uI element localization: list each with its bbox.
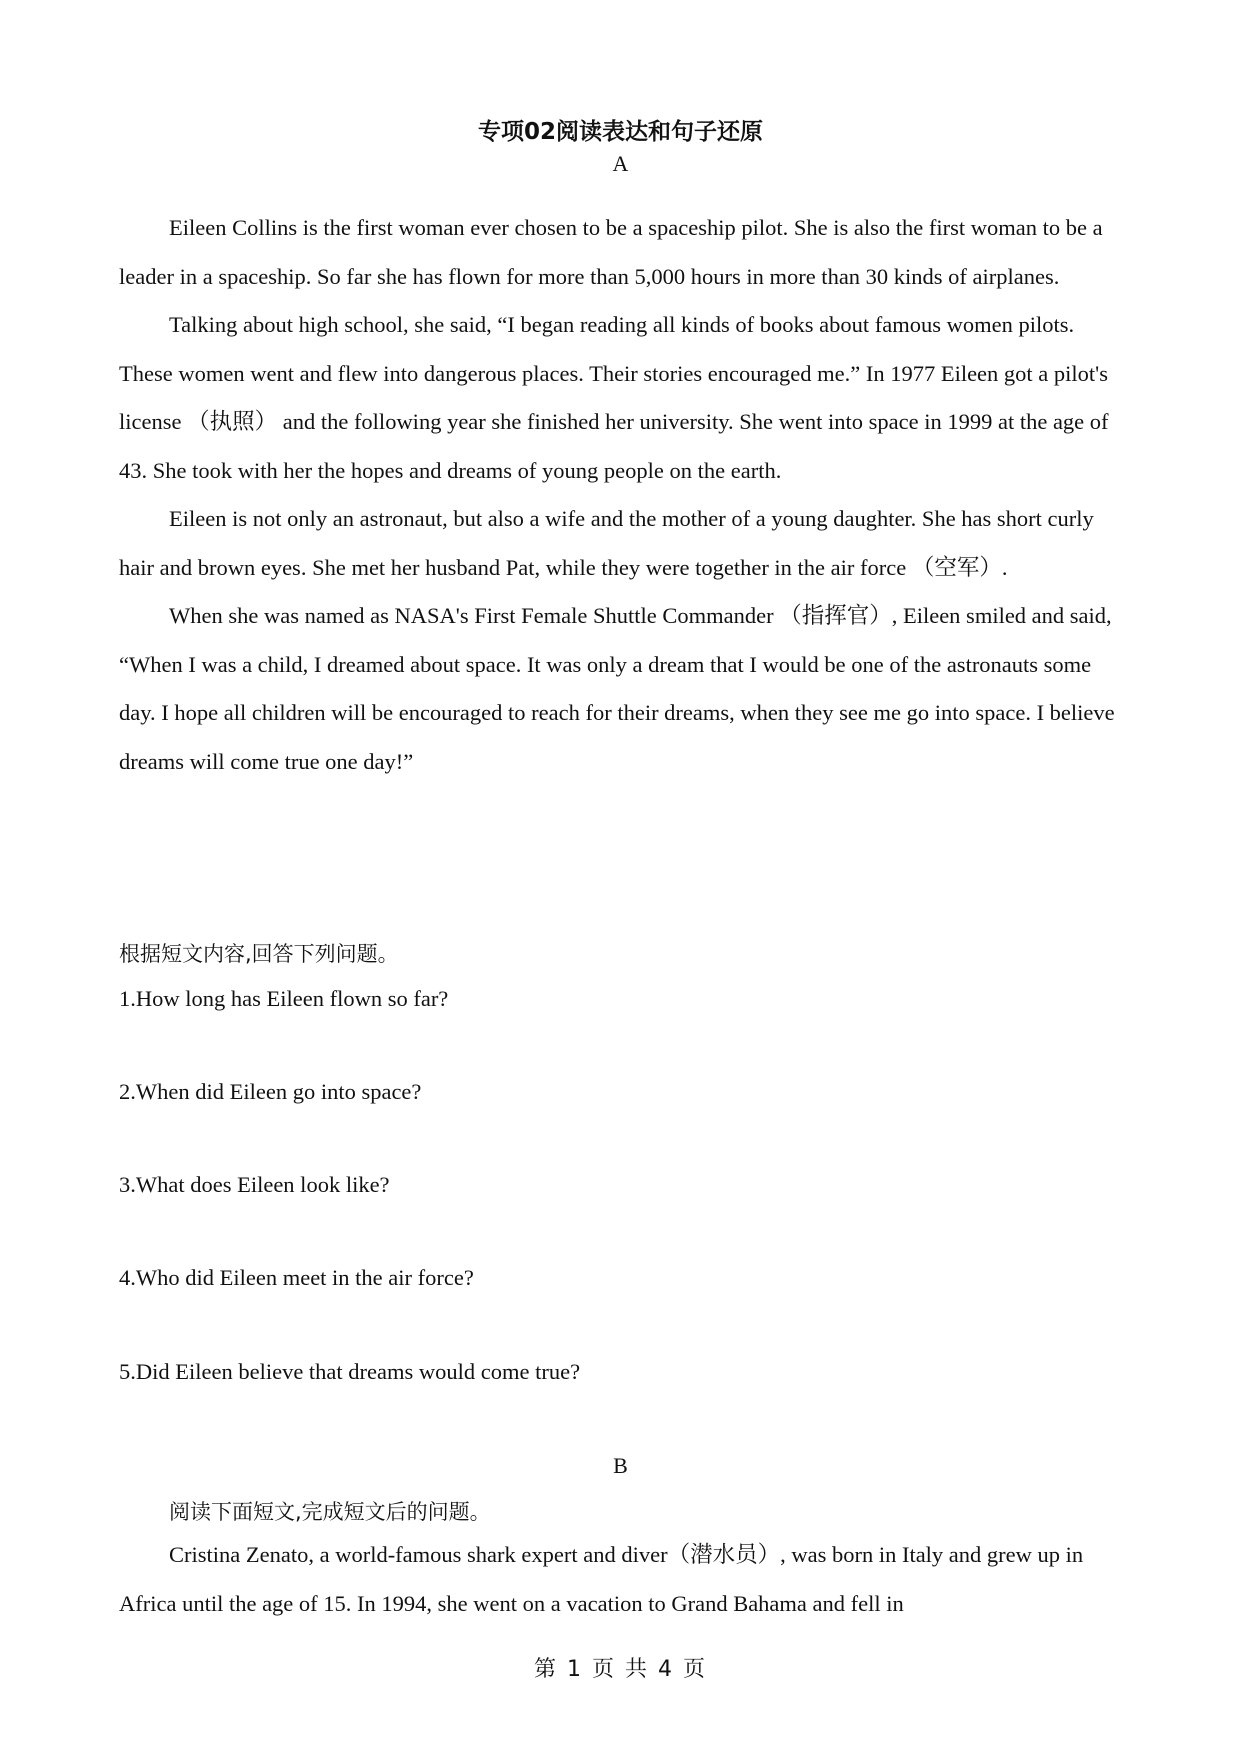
section-b-body [119, 1531, 1127, 1628]
page-title: 专项02阅读表达和句子还原 [477, 119, 763, 145]
question-2: 2.When did Eileen go into space? [119, 1079, 422, 1104]
section-b-paragraph-1: Cristina Zenato, a world-famous shark expert and diver（潜水员）, was born in Italy and grew up in Africa until the age of 15. In 1994, she went on a vacation to Grand Bahama and fell in [119, 1542, 1084, 1616]
question-5: 5.Did Eileen believe that dreams would come true? [119, 1359, 581, 1384]
section-a-instruction: 根据短文内容,回答下列问题。 [119, 942, 399, 966]
page-footer: 第 1 页 共 4 页 [534, 1657, 707, 1682]
question-1: 1.How long has Eileen flown so far? [119, 986, 449, 1011]
section-a-paragraph-1: Eileen Collins is the first woman ever chosen to be a spaceship pilot. She is also the first woman to be a leader in a spaceship. So far she has flown for more than 5,000 hours in more than 30 kinds of airplanes. [119, 215, 1103, 289]
section-a-paragraph-2: Talking about high school, she said, “I began reading all kinds of books about famous women pilots. These women went and flew into dangerous places. Their stories encouraged me.” In 1977 Eileen got a pilot's license （执照） and the following year she finished her university. She went into space in 1999 at the age of 43. She took with her the hopes and dreams of young people on the earth. [119, 312, 1109, 483]
question-3: 3.What does Eileen look like? [119, 1172, 390, 1197]
question-4: 4.Who did Eileen meet in the air force? [119, 1265, 474, 1290]
section-a-paragraph-3: Eileen is not only an astronaut, but also a wife and the mother of a young daughter. She has short curly hair and brown eyes. She met her husband Pat, while they were together in the air force （空军）. [119, 506, 1094, 580]
section-a-body [119, 204, 1127, 786]
section-a-letter: A [612, 151, 629, 176]
section-b-letter: B [613, 1453, 628, 1478]
section-b-instruction: 阅读下面短文,完成短文后的问题。 [169, 1500, 491, 1524]
section-a-paragraph-4: When she was named as NASA's First Female Shuttle Commander （指挥官）, Eileen smiled and said, “When I was a child, I dreamed about space. It was only a dream that I would be one of the astronauts some day. I hope all children will be encouraged to reach for their dreams, when they see me go into space. I believe dreams will come true one day!” [119, 603, 1115, 774]
